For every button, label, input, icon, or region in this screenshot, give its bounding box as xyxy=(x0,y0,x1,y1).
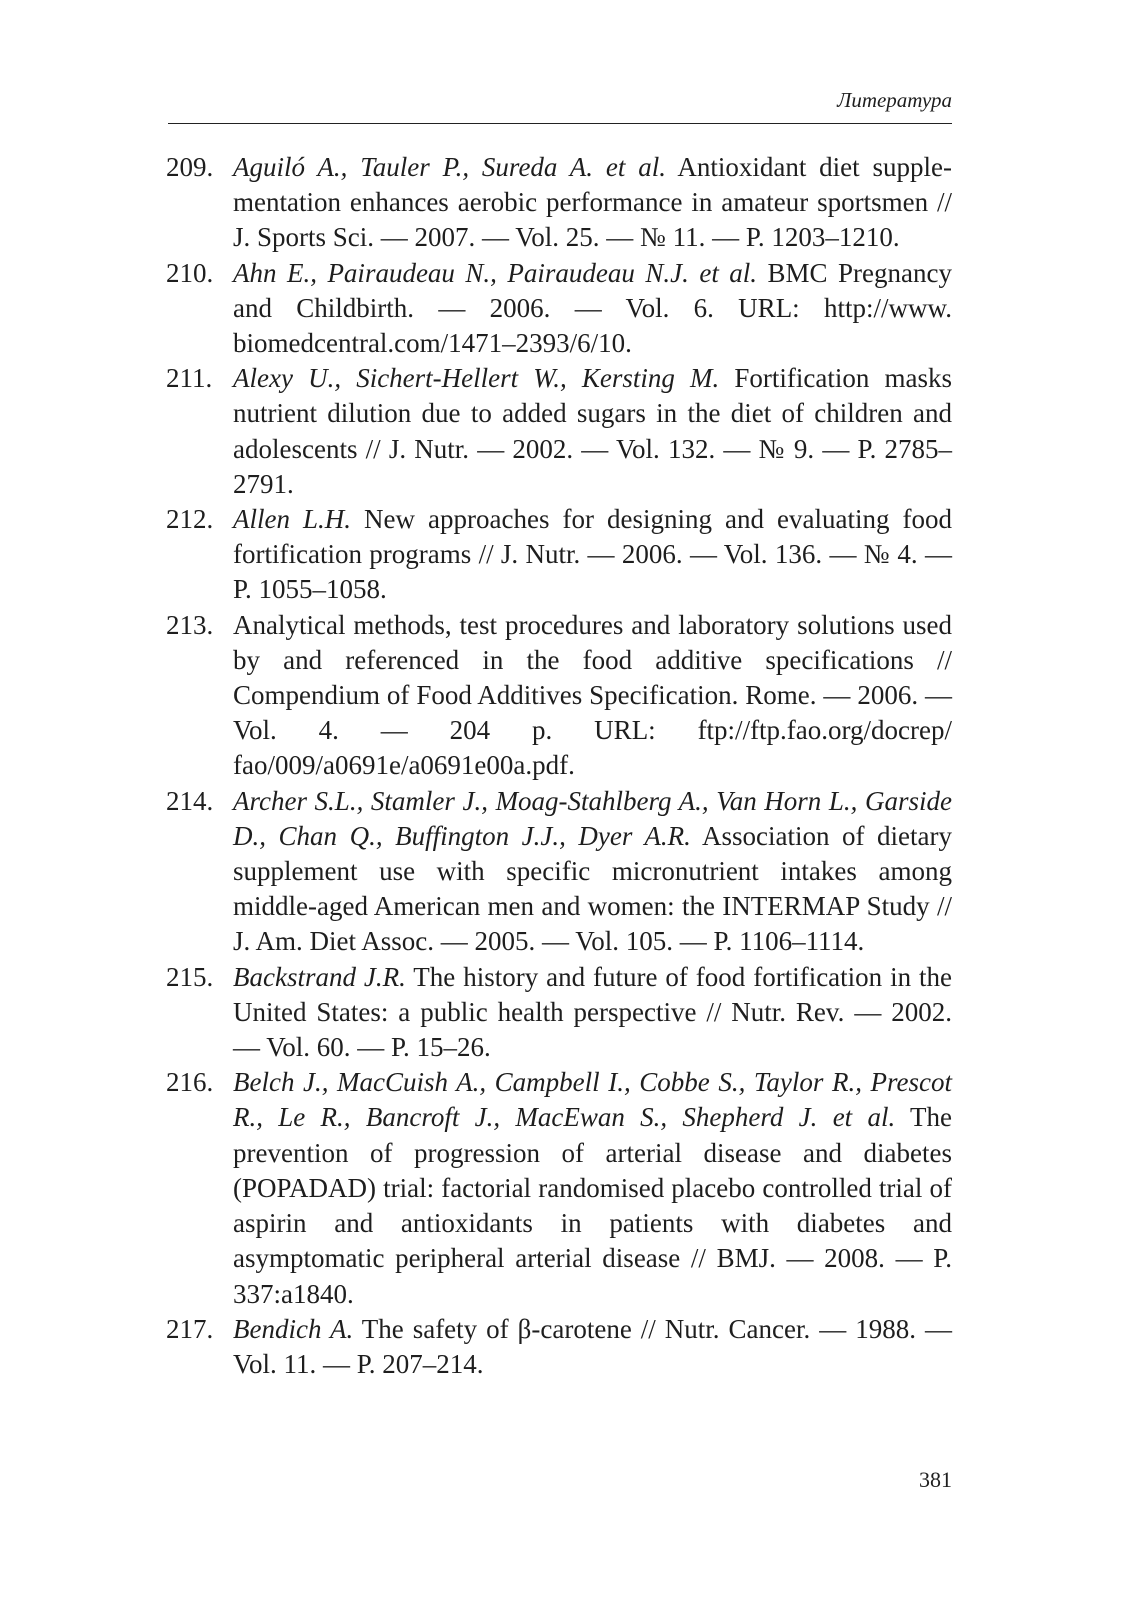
running-head-title: Литература xyxy=(837,88,952,112)
reference-authors: Archer S.L., Stamler J., Moag-Stahlberg A., Van Horn L., Garside D., Chan Q., Buffington J.J., Dyer A.R. xyxy=(233,785,952,851)
reference-list xyxy=(166,150,952,1382)
reference-text: The safety of β-carotene // Nutr. Cancer. — 1988. — Vol. 11. — P. 207–214. xyxy=(233,1313,952,1379)
reference-text: BMC Pregnancy and Childbirth. — 2006. — Vol. 6. URL: http://www.​biomedcentral.com/1471–2393/6/10. xyxy=(233,257,953,359)
reference-number: 217. xyxy=(166,1313,214,1344)
reference-item xyxy=(166,150,952,256)
reference-item xyxy=(166,361,952,502)
reference-text: Association of dietary supplement use with specific micronutrient intakes among middle-aged American men and women: the INTERMAP Study // J. Am. Diet Assoc. — 2005. — Vol. 105. — P. 1106–1114. xyxy=(233,820,953,957)
reference-authors: Belch J., MacCuish A., Campbell I., Cobbe S., Taylor R., Prescot R., Le R., Bancroft J., MacEwan S., Shepherd J. et al. xyxy=(233,1067,952,1133)
reference-text: Analytical methods, test procedures and laboratory solutions used by and referenced in the food additive specifications // Compendium of Food Additives Specification. Rome. — 2006. — Vol. 4. — 204 p. URL: ftp://ftp.fao.org/docrep/​fao/009/a0691e/a0691e00a.pdf. xyxy=(233,609,952,781)
reference-number: 209. xyxy=(166,152,214,182)
reference-item xyxy=(166,1312,952,1382)
page-number: 381 xyxy=(919,1467,952,1492)
reference-text: Antioxidant diet supplementation enhances aerobic performance in amateur sportsmen // J. Sports Sci. — 2007. — Vol. 25. — № 11. — P. 1203–1210. xyxy=(233,152,952,253)
reference-item xyxy=(166,502,952,608)
reference-number: 215. xyxy=(166,961,214,992)
reference-item xyxy=(166,960,952,1066)
header-rule xyxy=(168,123,952,124)
reference-authors: Ahn E., Pairaudeau N., Pairaudeau N.J. et al. xyxy=(233,257,758,288)
reference-authors: Bendich A. xyxy=(233,1313,354,1344)
reference-authors: Aguiló A., Tauler P., Sureda A. et al. xyxy=(233,152,666,182)
reference-number: 216. xyxy=(166,1067,214,1098)
reference-number: 212. xyxy=(166,504,214,535)
reference-authors: Alexy U., Sichert-Hellert W., Kersting M. xyxy=(233,363,720,394)
reference-authors: Backstrand J.R. xyxy=(233,961,406,992)
reference-text: Fortification masks nutrient dilution due to added sugars in the diet of children and adolescents // J. Nutr. — 2002. — Vol. 132. — № 9. — P. 2785–2791. xyxy=(233,363,953,499)
reference-text: New approaches for designing and evaluating food fortification programs // J. Nutr. — 2006. — Vol. 136. — № 4. — P. 1055–1058. xyxy=(233,504,952,605)
reference-item xyxy=(166,1065,952,1311)
reference-number: 214. xyxy=(166,785,214,816)
reference-text: The history and future of food fortification in the United States: a public health perspective // Nutr. Rev. — 2002. — Vol. 60. — P. 15–26. xyxy=(233,961,952,1063)
reference-number: 210. xyxy=(166,257,214,288)
reference-authors: Allen L.H. xyxy=(233,504,352,535)
reference-number: 211. xyxy=(166,363,213,394)
reference-number: 213. xyxy=(166,609,214,640)
reference-item xyxy=(166,256,952,362)
reference-text: The prevention of progression of arterial disease and diabetes (POPADAD) trial: factorial randomised placebo controlled trial of aspirin and antioxidants in patients with diabetes and asymptomatic peripheral arterial disease // BMJ. — 2008. — P. 337:a1840. xyxy=(233,1102,952,1309)
reference-item xyxy=(166,608,952,784)
reference-item xyxy=(166,784,952,960)
